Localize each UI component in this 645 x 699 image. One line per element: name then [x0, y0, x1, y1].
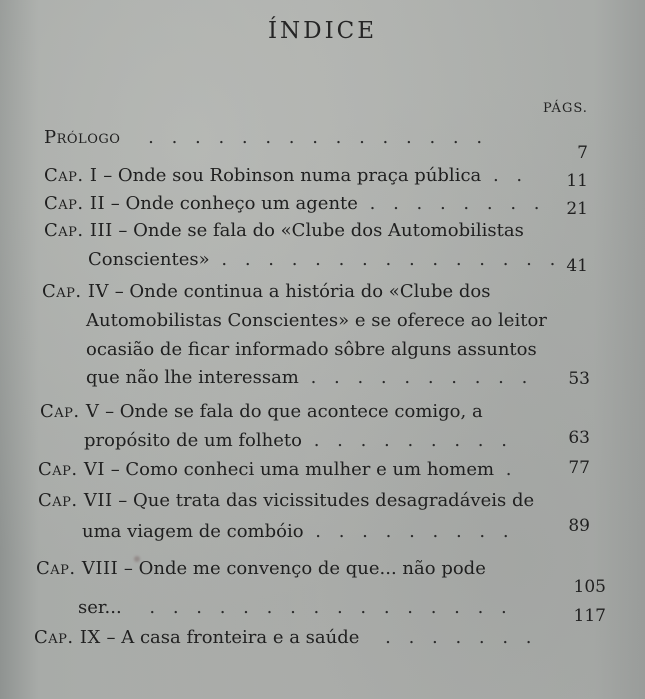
page-number: 89 — [568, 516, 590, 536]
chapter-number: Cap. IV — [42, 281, 109, 302]
toc-entry-cap-2 — [44, 193, 545, 214]
chapter-title: – Onde continua a história do «Clube dos — [108, 281, 491, 302]
toc-entry-cap-4-line-4 — [86, 367, 533, 388]
chapter-title-continuation: Conscientes» — [88, 249, 210, 270]
dot-leader: . . . . . . . — [373, 627, 538, 648]
dot-leader: . . . . . . . . . — [301, 430, 513, 451]
page-number: 117 — [573, 606, 606, 626]
dot-leader: . . . . . . . . . . . . . . . — [148, 127, 489, 148]
toc-entry-cap-5 — [40, 401, 483, 422]
toc-entry-cap-8 — [36, 558, 486, 579]
chapter-title-continuation: uma viagem de combóio — [82, 521, 304, 542]
chapter-number: Cap. VII — [38, 490, 113, 511]
toc-entry-cap-7 — [38, 490, 534, 511]
page-number: 53 — [568, 369, 590, 389]
toc-entry-cap-7-continuation — [82, 521, 515, 542]
chapter-title-continuation: ser... — [78, 597, 122, 618]
chapter-title-continuation: propósito de um folheto — [84, 430, 302, 451]
chapter-number: Cap. III — [44, 220, 113, 241]
toc-entry-cap-5-continuation — [84, 430, 513, 451]
page-title: ÍNDICE — [267, 18, 378, 44]
toc-entry-cap-6 — [38, 459, 518, 480]
toc-entry-cap-9 — [34, 627, 538, 648]
toc-entry-cap-4-line-3: ocasião de ficar informado sôbre alguns assuntos — [86, 339, 537, 360]
chapter-number: Cap. VIII — [36, 558, 119, 579]
toc-entry-cap-4-line-2: Automobilistas Conscientes» e se oferece ao leitor — [86, 310, 547, 331]
chapter-title: – Onde se fala do «Clube dos Automobilistas — [112, 220, 524, 241]
page-number: 105 — [573, 577, 606, 597]
chapter-title: – Que trata das vicissitudes desagradáveis de — [112, 490, 535, 511]
dot-leader: . . . . . . . . . — [303, 521, 515, 542]
chapter-title-continuation: que não lhe interessam — [86, 367, 299, 388]
page-number: 11 — [566, 171, 588, 191]
dot-leader: . . — [481, 165, 529, 186]
dot-leader: . . . . . . . . . . — [298, 367, 534, 388]
chapter-title: – A casa fronteira e a saúde — [100, 627, 360, 648]
chapter-number: Cap. VI — [38, 459, 105, 480]
chapter-title: – Onde sou Robinson numa praça pública — [97, 165, 482, 186]
chapter-title: – Onde conheço um agente — [105, 193, 358, 214]
page-number: 41 — [566, 256, 588, 276]
pages-column-header: PÁGS. — [543, 101, 588, 116]
chapter-title: – Onde me convenço de que... não pode — [118, 558, 486, 579]
chapter-number: Cap. II — [44, 193, 106, 214]
dot-leader: . . . . . . . . . . . . . . . — [209, 249, 562, 270]
toc-entry-cap-3 — [44, 220, 524, 241]
dot-leader: . — [494, 459, 518, 480]
chapter-title: – Onde se fala do que acontece comigo, a — [99, 401, 483, 422]
dot-leader: . . . . . . . . — [357, 193, 546, 214]
entry-label: Prólogo — [44, 127, 121, 148]
page-number: 77 — [568, 458, 590, 478]
chapter-title: – Como conheci uma mulher e um homem — [104, 459, 495, 480]
chapter-number: Cap. IX — [34, 627, 101, 648]
dot-leader: . . . . . . . . . . . . . . . . — [137, 597, 513, 618]
page-number: 7 — [577, 143, 588, 163]
toc-entry-cap-1 — [44, 165, 528, 186]
page-number: 21 — [566, 199, 588, 219]
chapter-number: Cap. I — [44, 165, 98, 186]
toc-entry-cap-4 — [42, 281, 490, 302]
toc-entry-cap-8-continuation — [78, 597, 513, 618]
toc-entry-prologo — [44, 127, 488, 148]
page-number: 63 — [568, 428, 590, 448]
chapter-number: Cap. V — [40, 401, 100, 422]
toc-entry-cap-3-continuation — [88, 249, 561, 270]
